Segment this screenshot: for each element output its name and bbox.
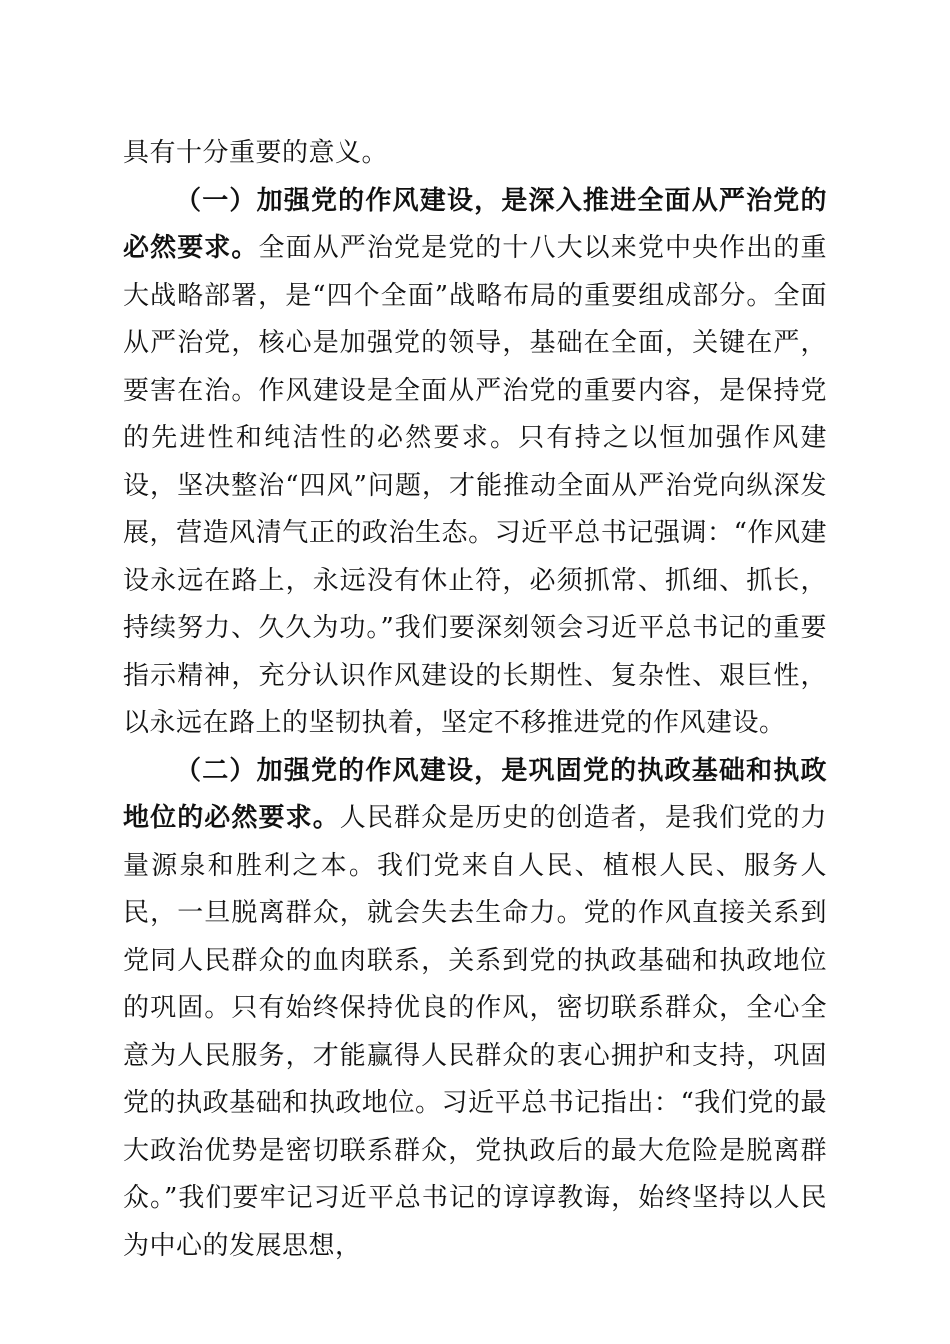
section-heading: （一）加强党的作风建设，是深入推进全面从严治党的必然要求。 [123,185,827,263]
document-page [123,130,827,1270]
paragraph-section-two [123,748,827,1271]
paragraph-body: 人民群众是历史的创造者，是我们党的力量源泉和胜利之本。我们党来自人民、植根人民、服务人民，一旦脱离群众，就会失去生命力。党的作风直接关系到党同人民群众的血肉联系，关系到党的执政基础和执政地位的巩固。只有始终保持优良的作风，密切联系群众，全心全意为人民服务，才能赢得人民群众的衷心拥护和支持，巩固党的执政基础和执政地位。习近平总书记指出：“我们党的最大政治优势是密切联系群众，党执政后的最大危险是脱离群众。”我们要牢记习近平总书记的谆谆教诲，始终坚持以人民为中心的发展思想， [123,803,827,1261]
paragraph-body: 具有十分重要的意义。 [123,138,389,168]
paragraph-body: 全面从严治党是党的十八大以来党中央作出的重大战略部署，是“四个全面”战略布局的重要组成部分。全面从严治党，核心是加强党的领导，基础在全面，关键在严，要害在治。作风建设是全面从严治党的重要内容，是保持党的先进性和纯洁性的必然要求。只有持之以恒加强作风建设，坚决整治“四风”问题，才能推动全面从严治党向纵深发展，营造风清气正的政治生态。习近平总书记强调：“作风建设永远在路上，永远没有休止符，必须抓常、抓细、抓长，持续努力、久久为功。”我们要深刻领会习近平总书记的重要指示精神，充分认识作风建设的长期性、复杂性、艰巨性，以永远在路上的坚韧执着，坚定不移推进党的作风建设。 [123,233,827,738]
paragraph-section-one [123,178,827,748]
paragraph-continuation [123,130,827,178]
section-heading: （二）加强党的作风建设，是巩固党的执政基础和执政地位的必然要求。 [123,755,827,833]
